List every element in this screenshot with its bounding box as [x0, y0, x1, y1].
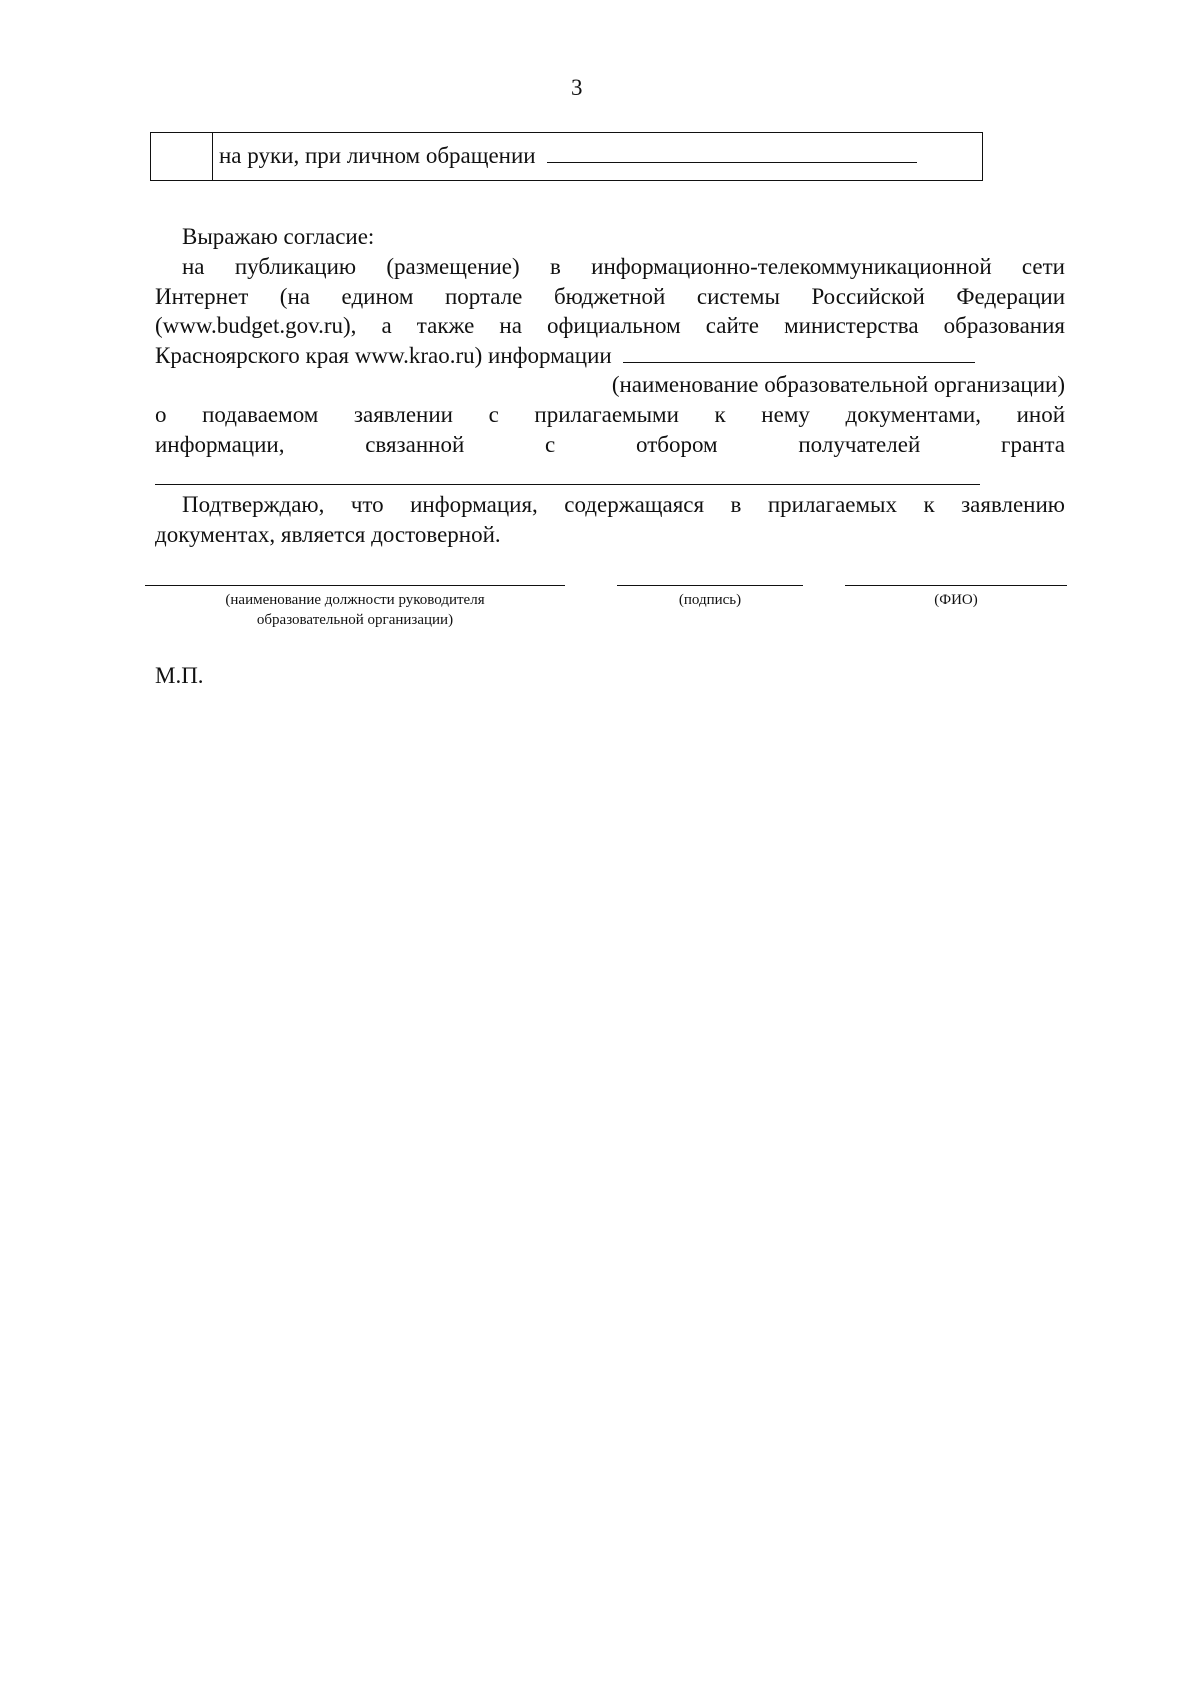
option-blank-line[interactable] [547, 142, 917, 163]
consent-line: Интернет (на едином портале бюджетной системы Российской Федерации [155, 284, 1065, 309]
position-caption [155, 590, 555, 630]
signature-blank-line[interactable] [617, 585, 803, 586]
consent-line: (www.budget.gov.ru), а также на официальном сайте министерства образования [155, 313, 1065, 338]
name-blank-line[interactable] [845, 585, 1067, 586]
consent-line: информации, связанной с отбором получателей гранта [155, 432, 1065, 457]
position-caption-line: (наименование должности руководителя [225, 592, 485, 608]
name-caption: (ФИО) [934, 592, 978, 608]
signature-caption: (подпись) [678, 592, 742, 608]
stamp-place: М.П. [155, 663, 204, 688]
confirm-line: документах, является достоверной. [155, 522, 501, 547]
consent-line: на публикацию (размещение) в информационно-телекоммуникационной сети [182, 254, 1065, 279]
option-row [219, 142, 917, 170]
position-blank-line[interactable] [145, 585, 565, 586]
option-checkbox-cell[interactable] [151, 133, 213, 180]
delivery-option-table [150, 132, 983, 181]
position-caption-line: образовательной организации) [256, 612, 454, 628]
org-name-caption: (наименование образовательной организации) [611, 372, 1065, 397]
consent-heading: Выражаю согласие: [182, 224, 375, 249]
page-number: 3 [571, 75, 583, 100]
consent-line: о подаваемом заявлении с прилагаемыми к нему документами, иной [155, 402, 1065, 427]
consent-line: Красноярского края www.krao.ru) информации [155, 343, 612, 368]
consent-line-with-blank [155, 342, 975, 370]
confirm-line: Подтверждаю, что информация, содержащаяся в прилагаемых к заявлению [182, 492, 1065, 517]
org-name-blank[interactable] [623, 342, 975, 363]
grant-blank-line[interactable] [155, 484, 980, 485]
option-label: на руки, при личном обращении [219, 143, 536, 168]
